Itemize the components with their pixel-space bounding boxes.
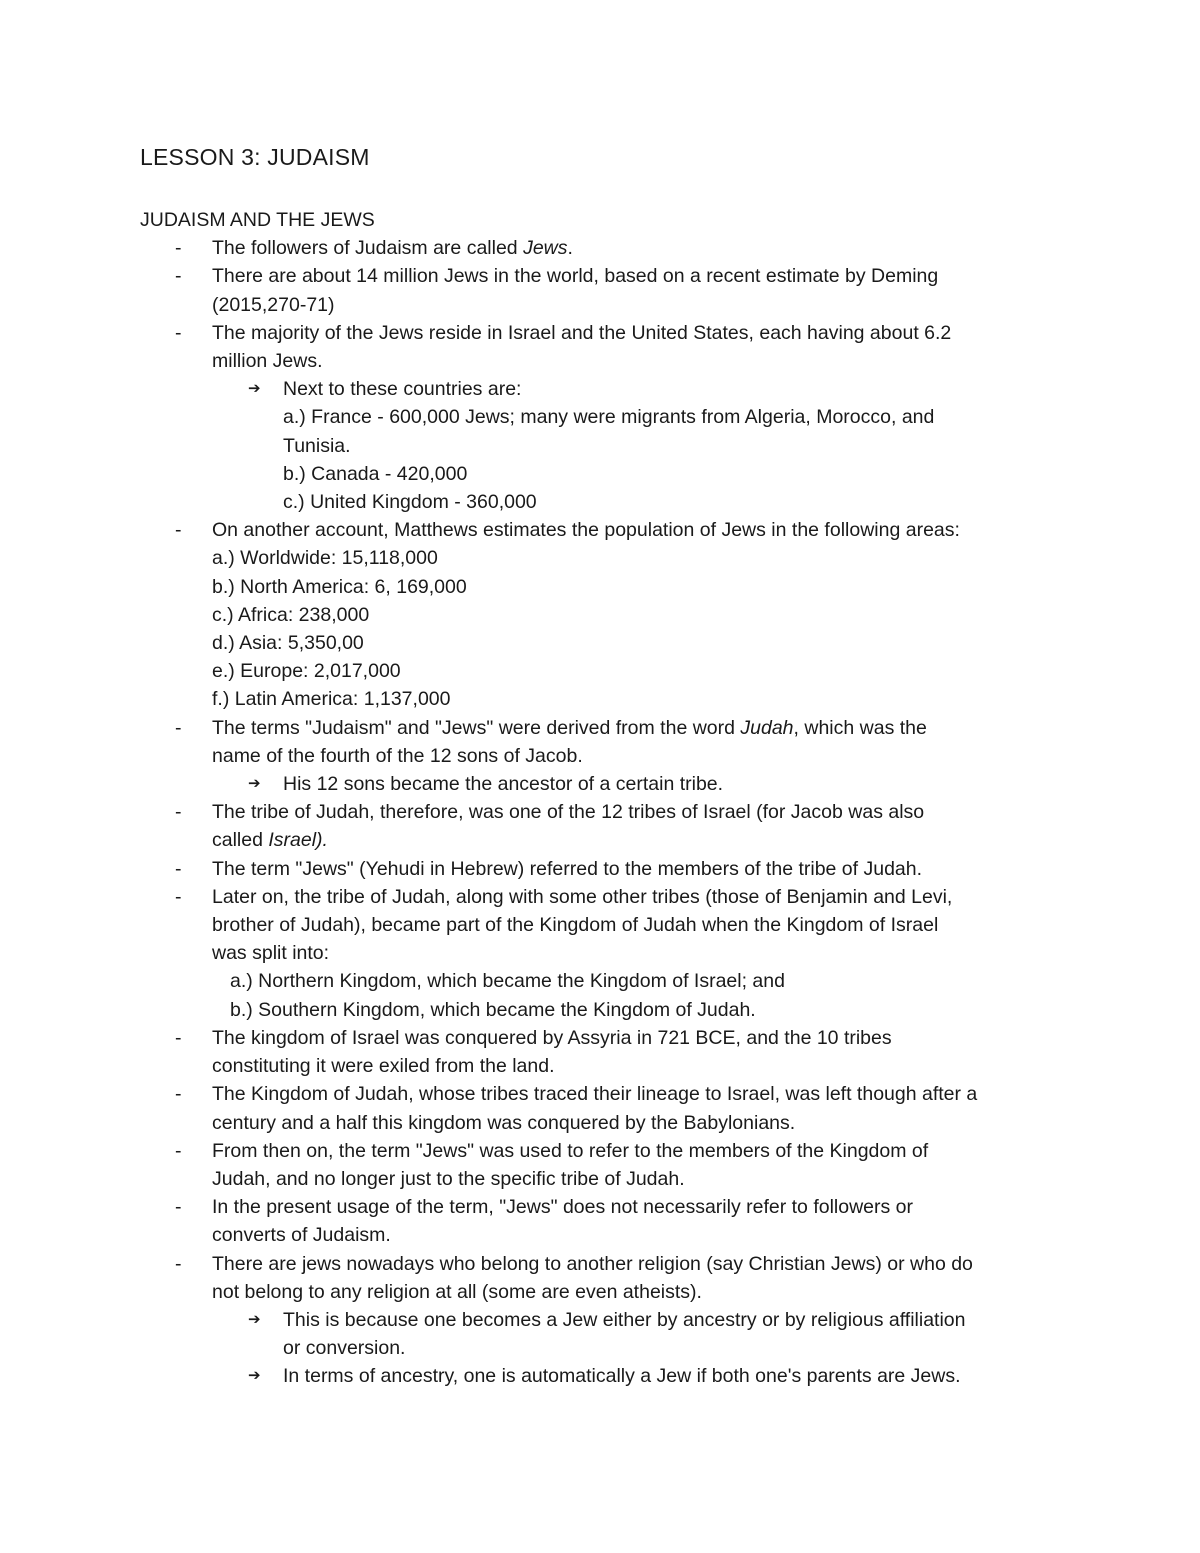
sub-item-north-america: b.) North America: 6, 169,000 <box>212 575 467 598</box>
text-line: Later on, the tribe of Judah, along with some other tribes (those of Benjamin and Levi, <box>212 885 953 908</box>
arrow-item-next-countries <box>140 375 1080 403</box>
italic-term: Judah <box>740 716 794 739</box>
sub-item-united-kingdom: c.) United Kingdom - 360,000 <box>283 491 537 514</box>
sub-item-asia: d.) Asia: 5,350,00 <box>212 632 364 655</box>
arrow-icon: ➔ <box>248 1367 261 1385</box>
text-line: From then on, the term "Jews" was used to refer to the members of the Kingdom of <box>212 1139 929 1162</box>
dash-marker: - <box>175 1196 182 1219</box>
sub-item-worldwide: a.) Worldwide: 15,118,000 <box>212 547 438 570</box>
dash-marker: - <box>175 1026 182 1049</box>
bullet-other-religion <box>140 1250 1080 1278</box>
text-line <box>140 826 1080 854</box>
bullet-terms-derived <box>140 714 1080 742</box>
text-segment: . <box>567 237 573 260</box>
italic-term: Israel). <box>268 829 328 852</box>
bullet-matthews-estimate <box>140 516 1080 544</box>
text-segment: The followers of Judaism are called <box>212 237 524 260</box>
dash-marker: - <box>175 1083 182 1106</box>
bullet-from-then-on <box>140 1137 1080 1165</box>
bullet-followers <box>140 234 1080 262</box>
dash-marker: - <box>175 265 182 288</box>
dash-marker: - <box>175 885 182 908</box>
text-line: Judah, and no longer just to the specific tribe of Judah. <box>212 1167 685 1190</box>
arrow-icon: ➔ <box>248 1310 261 1328</box>
arrow-item-twelve-sons <box>140 770 1080 798</box>
sub-item-france: a.) France - 600,000 Jews; many were migrants from Algeria, Morocco, and <box>283 406 935 429</box>
text-line: Tunisia. <box>283 434 351 457</box>
text-line: This is because one becomes a Jew either by ancestry or by religious affiliation <box>283 1308 966 1331</box>
text-line: brother of Judah), became part of the Kingdom of Judah when the Kingdom of Israel <box>212 914 939 937</box>
bullet-estimate <box>140 262 1080 290</box>
bullet-majority <box>140 319 1080 347</box>
bullet-later-on <box>140 883 1080 911</box>
text-line: constituting it were exiled from the land. <box>212 1055 555 1078</box>
text-line: The term "Jews" (Yehudi in Hebrew) referred to the members of the tribe of Judah. <box>212 857 923 880</box>
text-line: century and a half this kingdom was conquered by the Babylonians. <box>212 1111 796 1134</box>
text-line: or conversion. <box>283 1337 406 1360</box>
arrow-item-ancestry-affiliation <box>140 1306 1080 1334</box>
bullet-term-jews <box>140 855 1080 883</box>
text-line: The majority of the Jews reside in Israel and the United States, each having about 6.2 <box>212 321 952 344</box>
text-line: There are jews nowadays who belong to another religion (say Christian Jews) or who do <box>212 1252 973 1275</box>
italic-term: Jews <box>523 237 568 260</box>
text-line: converts of Judaism. <box>212 1224 391 1247</box>
section-heading: JUDAISM AND THE JEWS <box>140 209 375 231</box>
document-body <box>140 206 1080 1391</box>
dash-marker: - <box>175 519 182 542</box>
bullet-present-usage <box>140 1193 1080 1221</box>
text-segment: The terms "Judaism" and "Jews" were derived from the word <box>212 716 741 739</box>
dash-marker: - <box>175 1139 182 1162</box>
text-line: (2015,270-71) <box>212 293 335 316</box>
dash-marker: - <box>175 857 182 880</box>
sub-item-africa: c.) Africa: 238,000 <box>212 603 370 626</box>
lesson-title: LESSON 3: JUDAISM <box>140 144 370 170</box>
arrow-icon: ➔ <box>248 380 261 398</box>
text-line: was split into: <box>212 942 330 965</box>
text-segment: called <box>212 829 269 852</box>
text-line: not belong to any religion at all (some are even atheists). <box>212 1280 702 1303</box>
sub-item-canada: b.) Canada - 420,000 <box>283 462 468 485</box>
dash-marker: - <box>175 801 182 824</box>
arrow-icon: ➔ <box>248 775 261 793</box>
bullet-assyria <box>140 1024 1080 1052</box>
text-segment: , which was the <box>793 716 927 739</box>
text-line: His 12 sons became the ancestor of a certain tribe. <box>283 773 724 796</box>
sub-item-southern-kingdom: b.) Southern Kingdom, which became the Kingdom of Judah. <box>230 998 756 1021</box>
dash-marker: - <box>175 716 182 739</box>
text-line: name of the fourth of the 12 sons of Jacob. <box>212 744 583 767</box>
sub-item-latin-america: f.) Latin America: 1,137,000 <box>212 688 451 711</box>
text-line: million Jews. <box>212 350 323 373</box>
text-line: Next to these countries are: <box>283 378 522 401</box>
sub-item-northern-kingdom: a.) Northern Kingdom, which became the Kingdom of Israel; and <box>230 970 785 993</box>
dash-marker: - <box>175 237 182 260</box>
text-line: The Kingdom of Judah, whose tribes traced their lineage to Israel, was left though after a <box>212 1083 978 1106</box>
text-line: On another account, Matthews estimates the population of Jews in the following areas: <box>212 519 960 542</box>
sub-item-europe: e.) Europe: 2,017,000 <box>212 660 401 683</box>
text-line: The tribe of Judah, therefore, was one of the 12 tribes of Israel (for Jacob was also <box>212 801 925 824</box>
dash-marker: - <box>175 321 182 344</box>
text-line: There are about 14 million Jews in the world, based on a recent estimate by Deming <box>212 265 939 288</box>
text-line: In the present usage of the term, "Jews" does not necessarily refer to followers or <box>212 1196 914 1219</box>
dash-marker: - <box>175 1252 182 1275</box>
text-line: In terms of ancestry, one is automatically a Jew if both one's parents are Jews. <box>283 1365 961 1388</box>
bullet-tribe-of-judah <box>140 798 1080 826</box>
bullet-kingdom-of-judah <box>140 1080 1080 1108</box>
arrow-item-parents <box>140 1362 1080 1390</box>
text-line: The kingdom of Israel was conquered by Assyria in 721 BCE, and the 10 tribes <box>212 1026 892 1049</box>
